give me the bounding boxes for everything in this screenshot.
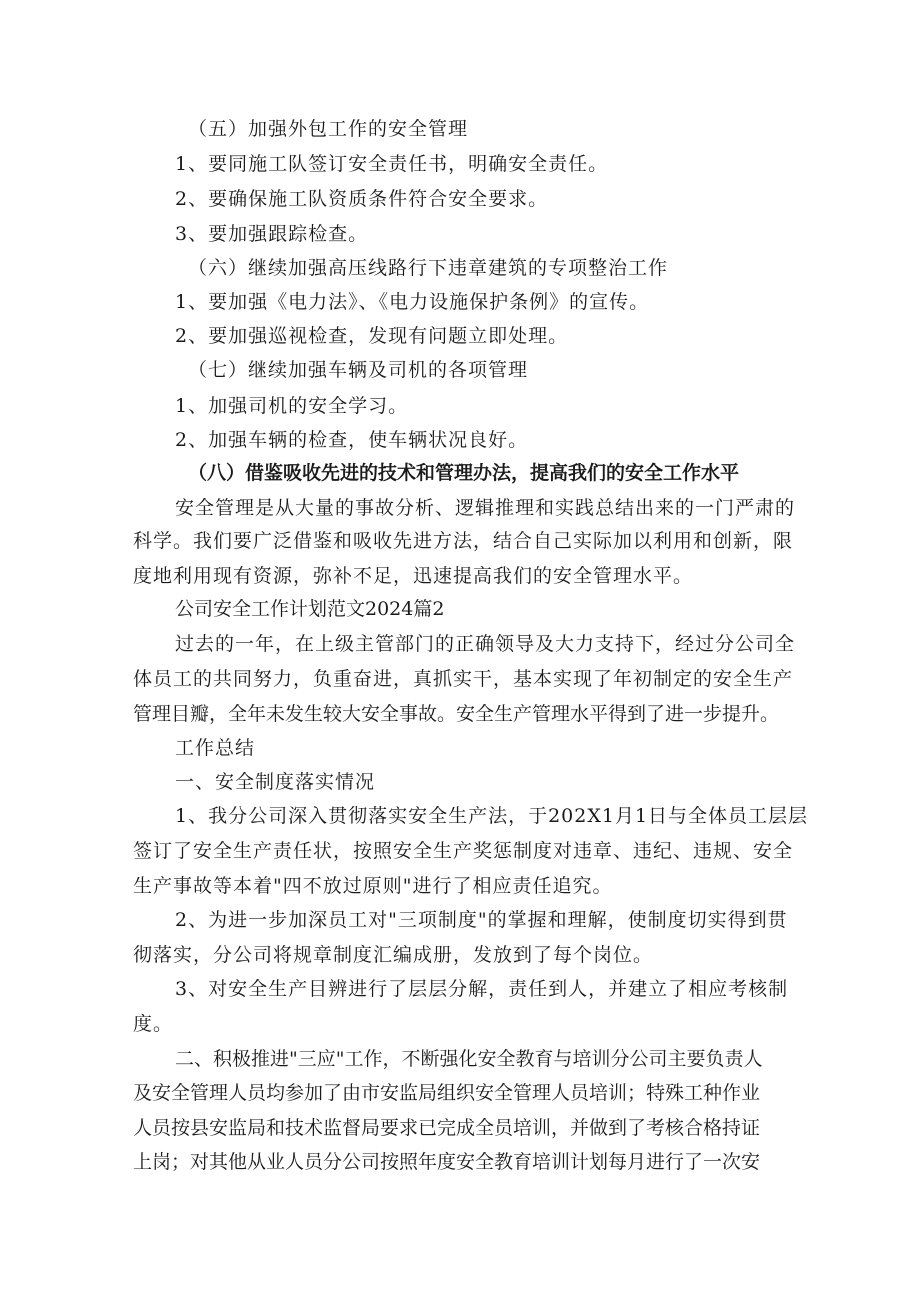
article-title: 公司安全工作计划范文2024篇2 <box>175 598 445 620</box>
paragraph-line: 签订了安全生产责任状，按照安全生产奖惩制度对违章、违纪、违规、安全 <box>133 840 794 862</box>
paragraph-line: 度地利用现有资源，弥补不足，迅速提高我们的安全管理水平。 <box>133 565 694 587</box>
section-heading-1: 一、安全制度落实情况 <box>175 771 376 793</box>
paragraph-line: 及安全管理人员均参加了由市安监局组织安全管理人员培训；特殊工种作业 <box>133 1082 761 1104</box>
paragraph-line: 体员工的共同努力，负重奋进，真抓实干，基本实现了年初制定的安全生产 <box>133 668 794 690</box>
paragraph-line: 1、我分公司深入贯彻落实安全生产法，于202X1月1日与全体员工层层 <box>175 805 809 827</box>
paragraph-line: 安全管理是从大量的事故分析、逻辑推理和实践总结出来的一门严肃的 <box>175 497 796 519</box>
paragraph-line: 3、对安全生产目辨进行了层层分解，责任到人，并建立了相应考核制 <box>175 978 789 1000</box>
paragraph-line: 2、加强车辆的检查，使车辆状况良好。 <box>175 429 529 451</box>
paragraph-line: 人员按县安监局和技术监督局要求已完成全员培训，并做到了考核合格持证 <box>133 1117 761 1139</box>
paragraph-line: 科学。我们要广泛借鉴和吸收先进方法，结合自己实际加以利用和创新，限 <box>133 530 794 552</box>
section-label: 工作总结 <box>175 737 256 759</box>
section-heading-5: （五）加强外包工作的安全管理 <box>188 118 469 140</box>
section-heading-7: （七）继续加强车辆及司机的各项管理 <box>188 359 529 381</box>
paragraph-line: 管理目瓣，全年未发生较大安全事故。安全生产管理水平得到了进一步提升。 <box>133 703 780 725</box>
paragraph-line: 1、加强司机的安全学习。 <box>175 395 409 417</box>
paragraph-line: 2、为进一步加深员工对"三项制度"的掌握和理解，使制度切实得到贯 <box>175 909 788 931</box>
section-heading-6: （六）继续加强高压线路行下违章建筑的专项整治工作 <box>188 257 669 279</box>
paragraph-line: 彻落实，分公司将规章制度汇编成册，发放到了每个岗位。 <box>133 944 654 966</box>
paragraph-line: 度。 <box>133 1013 174 1035</box>
paragraph-line: 3、要加强跟踪检查。 <box>175 223 369 245</box>
paragraph-line: 生产事故等本着"四不放过原则"进行了相应责任追究。 <box>133 875 613 897</box>
section-heading-8: （八）借鉴吸收先进的技术和管理办法，提高我们的安全工作水平 <box>188 462 740 484</box>
paragraph-line: 1、要同施工队签订安全责任书，明确安全责任。 <box>175 153 609 175</box>
paragraph-line: 过去的一年，在上级主管部门的正确领导及大力支持下，经过分公司全 <box>175 633 796 655</box>
paragraph-line: 1、要加强《电力法》、《电力设施保护条例》的宣传。 <box>175 291 650 313</box>
section-heading-2: 二、积极推进"三应"工作，不断强化安全教育与培训分公司主要负责人 <box>175 1048 763 1070</box>
paragraph-line: 上岗；对其他从业人员分公司按照年度安全教育培训计划每月进行了一次安 <box>133 1151 761 1173</box>
paragraph-line: 2、要加强巡视检查，发现有问题立即处理。 <box>175 325 569 347</box>
paragraph-line: 2、要确保施工队资质条件符合安全要求。 <box>175 188 549 210</box>
